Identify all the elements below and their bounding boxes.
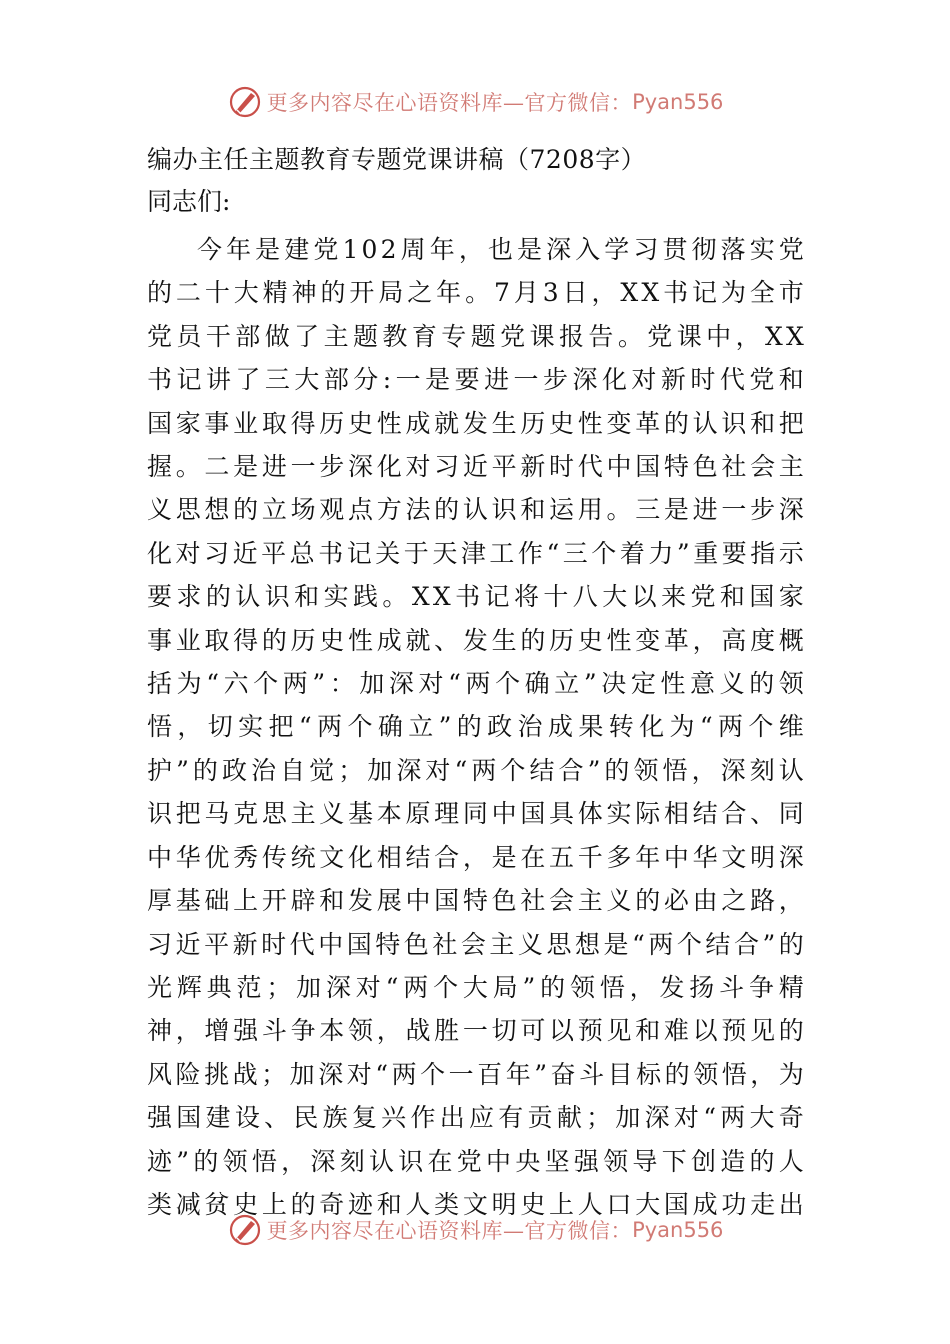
body-paragraph: 今年是建党102周年，也是深入学习贯彻落实党的二十大精神的开局之年。7月3日，XX书记为全市党员干部做了主题教育专题党课报告。党课中，XX书记讲了三大部分:一是要进一步深化对新时代党和国家事业取得历史性成就发生历史性变革的认识和把握。二是进一步深化对习近平新时代中国特色社会主义思想的立场观点方法的认识和运用。三是进一步深化对习近平总书记关于天津工作“三个着力”重要指示要求的认识和实践。XX书记将十八大以来党和国家事业取得的历史性成就、发生的历史性变革，高度概括为“六个两”：加深对“两个确立”决定性意义的领悟，切实把“两个确立”的政治成果转化为“两个维护”的政治自觉；加深对“两个结合”的领悟，深刻认识把马克思主义基本原理同中国具体实际相结合、同中华优秀传统文化相结合，是在五千多年中华文明深厚基础上开辟和发展中国特色社会主义的必由之路，习近平新时代中国特色社会主义思想是“两个结合”的光辉典范；加深对“两个大局”的领悟，发扬斗争精神，增强斗争本领，战胜一切可以预见和难以预见的风险挑战；加深对“两个一百年”奋斗目标的领悟，为强国建设、民族复兴作出应有贡献；加深对“两大奇迹”的领悟，深刻认识在党中央坚强领导下创造的人类减贫史上的奇迹和人类文明史上人口大国成功走出 <box>147 235 807 1219</box>
watermark-brand-text: 更多内容尽在心语资料库—官方微信： <box>266 91 633 115</box>
document-body <box>147 140 807 1228</box>
watermark-brand-text: 更多内容尽在心语资料库—官方微信： <box>266 1219 633 1243</box>
pen-logo-icon <box>227 1212 263 1248</box>
footer-watermark <box>0 1210 950 1250</box>
pen-logo-icon <box>227 84 263 120</box>
watermark-wechat-id: Pyan556 <box>632 1218 724 1242</box>
document-title: 编办主任主题教育专题党课讲稿（7208字） <box>147 145 647 174</box>
header-watermark <box>0 82 950 122</box>
watermark-wechat-id: Pyan556 <box>632 90 724 114</box>
greeting: 同志们: <box>147 187 231 216</box>
